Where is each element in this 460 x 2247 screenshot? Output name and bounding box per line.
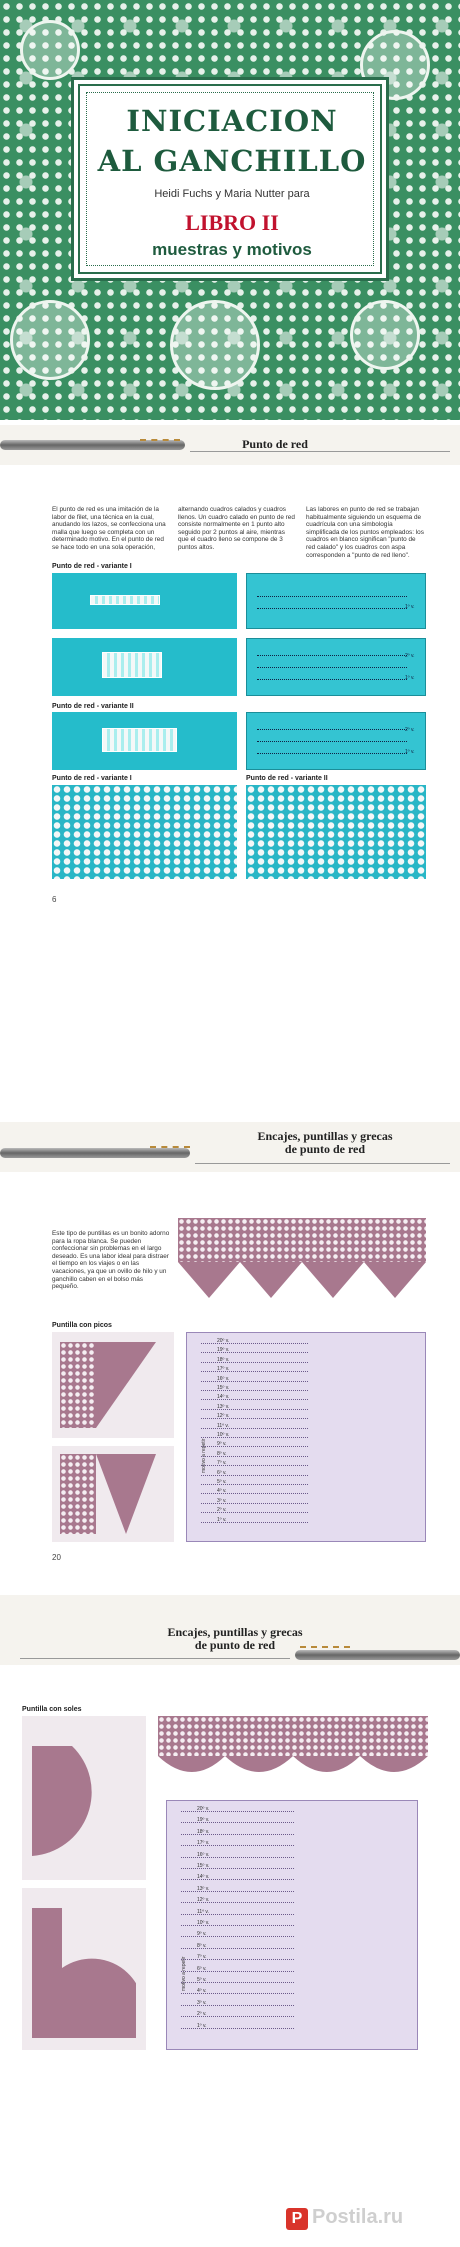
chart-row-number: 13º v. xyxy=(217,1403,230,1410)
label-puntilla-soles: Puntilla con soles xyxy=(22,1706,82,1713)
chart-row-number: 5º v. xyxy=(217,1479,227,1485)
chart-row-number: 5º v. xyxy=(197,1977,207,1983)
row-label: 2º v. xyxy=(405,653,415,659)
label-puntilla-picos: Puntilla con picos xyxy=(52,1322,112,1329)
photo-soles-step1 xyxy=(22,1716,146,1880)
chart-row-number: 7º v. xyxy=(217,1460,227,1467)
lace-points xyxy=(178,1262,426,1298)
section-title-line2: de punto de red xyxy=(284,1142,366,1156)
yarn-icon xyxy=(300,1640,350,1648)
chart-row-number: 9º v. xyxy=(197,1931,207,1938)
intro-col1: El punto de red es una imitación de la labor de filet, una técnica en la cual, anudando los lazos, se confecciona una malla que luego se completa con un determinado motivo. En el punto de red se hace todo en una sola operación, xyxy=(52,506,166,551)
chart-row-number: 6º v. xyxy=(217,1469,227,1476)
chart-row-number: 12º v. xyxy=(217,1413,230,1420)
chart-row-number: 20º v. xyxy=(217,1338,230,1344)
intro-text: Este tipo de puntillas es un bonito adorno para la ropa blanca. Se pueden confeccionar sin problemas en el largo deseado. Es una labor ideal para distraer el tiempo en los viajes o en las vacaciones, ya que un ovillo de hilo y un ganchillo caben en el bolso más pequeño. xyxy=(52,1230,170,1291)
label-variant2: Punto de red - variante II xyxy=(52,703,134,710)
cover-volume: LIBRO II xyxy=(185,210,279,235)
chart-row-number: 6º v. xyxy=(197,1965,207,1972)
yarn-icon xyxy=(150,1140,190,1148)
photo-variant1-step2 xyxy=(52,638,237,696)
chart-variant1-step1 xyxy=(246,573,426,629)
crochet-hook-icon xyxy=(295,1650,460,1660)
cover-title-line2: AL GANCHILLO xyxy=(97,144,367,178)
chart-row-number: 1º v. xyxy=(217,1516,227,1523)
header-rule xyxy=(190,451,450,452)
header-rule xyxy=(20,1658,290,1659)
chart-row-number: 3º v. xyxy=(197,1999,207,2006)
lace-motif xyxy=(10,300,90,380)
header-rule xyxy=(195,1163,450,1164)
section-title-line1: Encajes, puntillas y grecas xyxy=(167,1625,303,1639)
photo-picos-step1 xyxy=(52,1332,174,1438)
page-number: 6 xyxy=(52,895,57,904)
page-number: 20 xyxy=(52,1553,61,1562)
watermark-text: Postila.ru xyxy=(312,2206,404,2228)
chart-row-number: 17º v. xyxy=(217,1366,230,1373)
chart-row-number: 19º v. xyxy=(197,1817,210,1824)
chart-row-number: 14º v. xyxy=(217,1394,230,1401)
section-title-line2: de punto de red xyxy=(194,1638,276,1652)
chart-row-number: 11º v. xyxy=(217,1422,229,1429)
lace-motif xyxy=(20,20,80,80)
chart-row-number: 18º v. xyxy=(217,1356,230,1363)
yarn-icon xyxy=(140,433,180,441)
chart-row-number: 4º v. xyxy=(217,1488,227,1495)
repeat-label: motivo a repetir xyxy=(201,1438,207,1473)
chart-row-number: 16º v. xyxy=(197,1851,210,1858)
chart-variant2 xyxy=(246,712,426,770)
lace-motif xyxy=(170,300,260,390)
photo-variant2 xyxy=(52,712,237,770)
intro-col3: Las labores en punto de red se trabajan habitualmente siguiendo un esquema de cuadrícula con una simbología simplificada de los puntos empleados: los cuadros en blanco significan "punto de red calado" y los cuadros con aspa corresponden a "punto de red lleno". xyxy=(306,506,424,559)
sample-variant1 xyxy=(52,785,237,879)
lace-motif xyxy=(350,300,420,370)
chart-row-number: 8º v. xyxy=(197,1942,207,1949)
crochet-hook-icon xyxy=(0,1148,190,1158)
chart-row-number: 2º v. xyxy=(217,1507,227,1514)
chart-row-number: 15º v. xyxy=(197,1863,210,1869)
photo-soles-step2 xyxy=(22,1888,146,2050)
cover-authors: Heidi Fuchs y Maria Nutter para xyxy=(154,188,310,200)
chart-row-number: 12º v. xyxy=(197,1897,210,1904)
chart-row-number: 17º v. xyxy=(197,1840,210,1847)
chart-puntilla-soles xyxy=(166,1800,418,2050)
chart-row-number: 11º v. xyxy=(197,1908,209,1915)
chart-row-number: 1º v. xyxy=(197,2022,207,2029)
section-title: Punto de red xyxy=(242,437,308,451)
chart-row-number: 2º v. xyxy=(197,2011,207,2018)
chart-row-number: 15º v. xyxy=(217,1385,230,1391)
section-title-line1: Encajes, puntillas y grecas xyxy=(257,1129,393,1143)
label-variant1: Punto de red - variante I xyxy=(52,563,132,570)
chart-row-number: 16º v. xyxy=(217,1375,230,1382)
label-variant1-sample: Punto de red - variante I xyxy=(52,775,132,782)
row-label: 1º v. xyxy=(405,749,415,755)
repeat-label: motivo a repetir xyxy=(181,1956,187,1991)
chart-row-number: 19º v. xyxy=(217,1347,230,1354)
chart-row-number: 20º v. xyxy=(197,1806,210,1812)
chart-puntilla-picos xyxy=(186,1332,426,1542)
row-label: 1º v. xyxy=(405,675,415,681)
cover-title-box xyxy=(78,84,382,274)
label-variant2-sample: Punto de red - variante II xyxy=(246,775,328,782)
crochet-hook-icon xyxy=(0,440,185,450)
chart-row-number: 10º v. xyxy=(197,1920,210,1926)
lace-scallops xyxy=(158,1756,428,1788)
cover-title-line1: INICIACION xyxy=(126,104,338,138)
chart-row-number: 4º v. xyxy=(197,1988,207,1995)
photo-variant1-step1 xyxy=(52,573,237,629)
chart-row-number: 13º v. xyxy=(197,1885,210,1892)
intro-col2: alternando cuadros calados y cuadros llenos. Un cuadro calado en punto de red consiste normalmente en 1 punto alto seguido por 2 puntos al aire, mientras que el cuadro lleno se compone de 3 puntos altos. xyxy=(178,506,295,551)
postila-logo-icon: P xyxy=(286,2208,308,2230)
chart-row-number: 10º v. xyxy=(217,1432,230,1438)
chart-row-number: 14º v. xyxy=(197,1874,210,1881)
photo-picos-step2 xyxy=(52,1446,174,1542)
book-cover xyxy=(0,0,460,420)
row-label: 1º v. xyxy=(405,604,415,610)
sample-variant2 xyxy=(246,785,426,879)
chart-row-number: 9º v. xyxy=(217,1441,227,1448)
chart-row-number: 7º v. xyxy=(197,1954,207,1961)
lace-edging-photo xyxy=(178,1218,426,1262)
chart-row-number: 18º v. xyxy=(197,1828,210,1835)
chart-row-number: 8º v. xyxy=(217,1450,227,1457)
row-label: 2º v. xyxy=(405,727,415,733)
lace-edging-photo xyxy=(158,1716,428,1756)
chart-variant1-step2 xyxy=(246,638,426,696)
chart-row-number: 3º v. xyxy=(217,1497,227,1504)
cover-subtitle: muestras y motivos xyxy=(152,240,312,259)
